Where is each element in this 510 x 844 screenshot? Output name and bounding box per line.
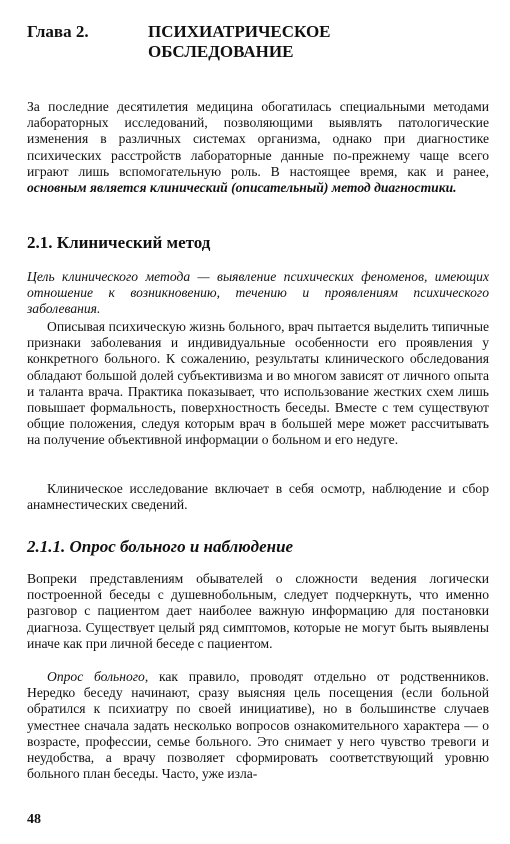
section-heading-2-1: 2.1. Клинический метод — [27, 233, 211, 252]
page-number: 48 — [27, 812, 41, 827]
intro-text: За последние десятилетия медицина обогатилась специальными методами лабораторных исследований, позволяющими выявлять патологические изменения в различных системах организма, однако при диагностике психических расстройств лабораторные данные по-прежнему чаще всего играют лишь вспомогательную роль. В настоящее время, как и ранее, — [27, 99, 489, 179]
section-goal: Цель клинического метода — выявление психических феноменов, имеющих отношение к возникновению, течению и проявлениям психического заболевания. — [27, 269, 489, 317]
chapter-title — [148, 22, 331, 62]
intro-emphasis: основным является клинический (описательный) метод диагностики. — [27, 180, 457, 196]
section-2-1-paragraph-1: Описывая психическую жизнь больного, врач пытается выделить типичные признаки заболевания и индивидуальные особенности его проявления у конкретного больного. К сожалению, результаты клинического обследования обладают большой долей субъективизма и во многом зависят от личного опыта и таланта врача. Практика показывает, что использование жестких схем лишь повышает формальность, поверхностность беседы. Вместе с тем существуют общие положения, следуя которым врач в большей мере может рассчитывать на получение объективной информации о больном и его недуге. — [27, 319, 489, 448]
paragraph-text: , как правило, проводят отдельно от родственников. Нередко беседу начинают, сразу выясняя цель посещения (если больной обратился к психиатру по своей инициативе), но в большинстве случаев уместнее сначала задать несколько вопросов ознакомительного характера — о возрасте, профессии, семье больного. Это снимает у него чувство тревоги и неудобства, а врачу позволяет сформировать соответствующий уровню больного план беседы. Часто, уже изла- — [27, 669, 489, 782]
intro-paragraph — [27, 99, 489, 196]
chapter-title-line-2: ОБСЛЕДОВАНИЕ — [148, 42, 294, 61]
paragraph-term: Опрос больного — [47, 669, 145, 684]
chapter-label: Глава 2. — [27, 22, 89, 41]
section-2-1-1-paragraph-1: Вопреки представлениям обывателей о сложности ведения логически построенной беседы с душевнобольным, следует подчеркнуть, что именно разговор с пациентом дает наиболее важную информацию для постановки диагноза. Существует целый ряд симптомов, которые не могут быть выявлены иначе как при личной беседе с пациентом. — [27, 571, 489, 651]
section-heading-2-1-1: 2.1.1. Опрос больного и наблюдение — [27, 537, 294, 556]
chapter-title-line-1: ПСИХИАТРИЧЕСКОЕ — [148, 22, 331, 41]
section-2-1-1-paragraph-2 — [27, 669, 489, 782]
section-2-1-paragraph-2: Клиническое исследование включает в себя осмотр, наблюдение и сбор анамнестических сведений. — [27, 481, 489, 513]
